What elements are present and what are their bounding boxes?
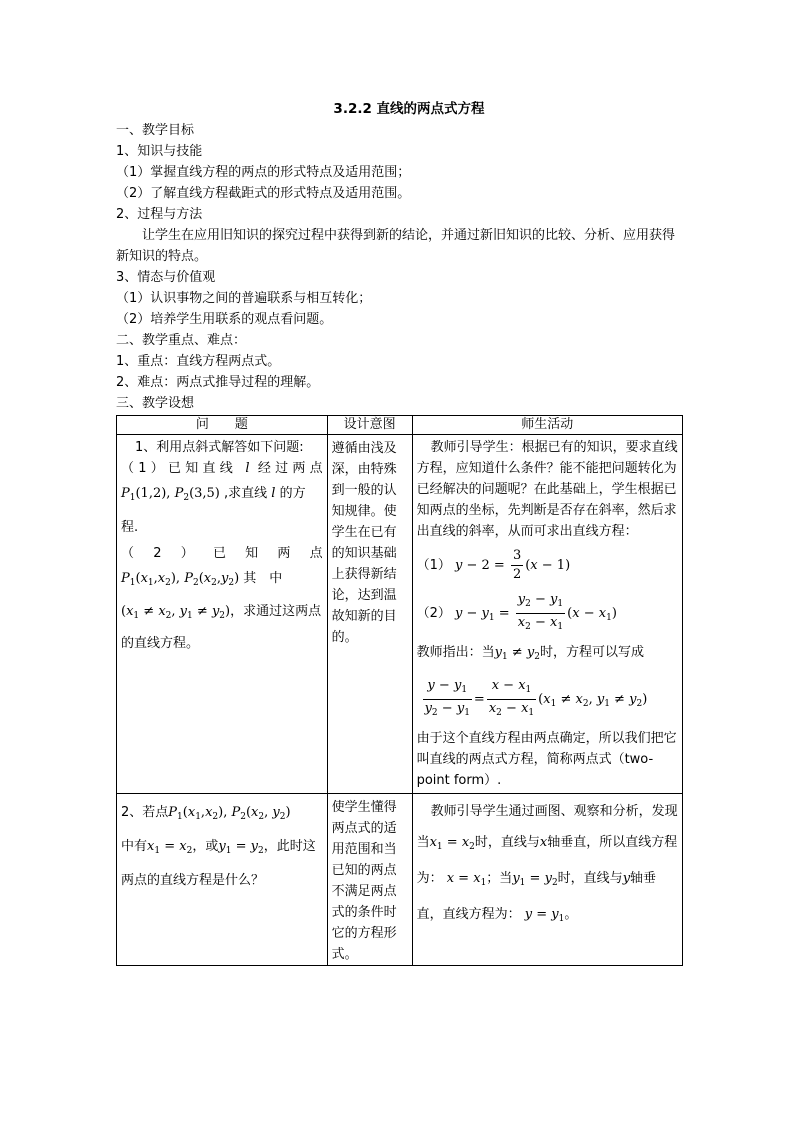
problem2-condition: 中有$x_1 = x_2$，或$y_1 = y_2$，此时这两点的直线方程是什么？ xyxy=(121,839,316,888)
keypoint-item: 1、重点：直线方程两点式。 xyxy=(116,354,281,369)
values-item: （1）认识事物之间的普遍联系与相互转化； xyxy=(116,291,372,306)
equation-2: （2） $y - y_1$ = $\frac{y_2 - y_1}{x_2 - x_1}$ $(x - x_1)$ xyxy=(416,592,617,632)
problem-cell-2 xyxy=(117,794,328,966)
table-row xyxy=(117,435,683,794)
problem2-points: 2、若点$P_1(x_1,x_2)$, $P_2(x_2$, $y_2$) xyxy=(121,805,291,822)
process-paragraph: 让学生在应用旧知识的探究过程中获得到新的结论，并通过新旧知识的比较、分析、应用获得新知识的特点。 xyxy=(116,228,676,264)
problem-part1-points: $P_1(1,2)$, $P_2(3,5)$ ,求直线 l 的方程. xyxy=(121,486,306,535)
teacher-point: 教师指出：当$y_1 \ne y_2$时，方程可以写成 xyxy=(416,645,644,662)
column-header-problem: 问 题 xyxy=(117,416,328,435)
heading-keypoints: 二、教学重点、难点： xyxy=(116,333,247,348)
column-header-activity: 师生活动 xyxy=(412,416,682,435)
design-intent-cell-2: 使学生懂得两点式的适用范围和当已知的两点不满足两点式的条件时它的方程形式。 xyxy=(327,794,412,966)
objective-item: （1）掌握直线方程的两点的形式特点及适用范围； xyxy=(116,165,411,180)
difficulty-item: 2、难点：两点式推导过程的理解。 xyxy=(116,375,320,390)
heading-objectives: 一、教学目标 xyxy=(116,123,195,138)
design-intent-cell-1: 遵循由浅及深，由特殊到一般的认知规律。使学生在已有的知识基础上获得新结论，达到温故知新的目的。 xyxy=(327,435,412,794)
values-item: （2）培养学生用联系的观点看问题。 xyxy=(116,312,333,327)
equation-1: （1） y − 2 = $\frac{3}{2}$ (x − 1) xyxy=(416,548,571,582)
activity-cell-1 xyxy=(412,435,682,794)
subheading-process: 2、过程与方法 xyxy=(116,207,203,222)
table-header-row xyxy=(117,416,683,435)
document-title: 3.2.2 直线的两点式方程 xyxy=(333,101,485,117)
activity-conclusion: 由于这个直线方程由两点确定，所以我们把它叫直线的两点式方程，简称两点式（two-point form）. xyxy=(416,731,677,788)
problem-part2-words: （2）已知两点 xyxy=(121,546,323,561)
teaching-design-table xyxy=(116,415,683,966)
activity-cell-2: 教师引导学生通过画图、观察和分析，发现当$x_1 = x_2$时，直线与x轴垂直，所以直线方程为： $x = x_1$；当$y_1 = y_2$时，直线与y轴垂直，直线方程为： $y = y_1$。 xyxy=(412,794,682,966)
problem-cell-1 xyxy=(117,435,328,794)
table-row xyxy=(117,794,683,966)
problem-part2-condition: ($x_1 \ne x_2$, $y_1 \ne y_2$)，求通过这两点的直线方程。 xyxy=(121,604,322,651)
heading-design: 三、教学设想 xyxy=(116,396,195,411)
objective-item: （2）了解直线方程截距式的形式特点及适用范围。 xyxy=(116,186,411,201)
problem-intro: 1、利用点斜式解答如下问题: xyxy=(135,440,304,455)
subheading-knowledge: 1、知识与技能 xyxy=(116,144,203,159)
document-page xyxy=(116,98,682,966)
activity-intro: 教师引导学生：根据已有的知识，要求直线方程，应知道什么条件？能不能把问题转化为已经解决的问题呢？在此基础上，学生根据已知两点的坐标，先判断是否存在斜率，然后求出直线的斜率，从而可求出直线方程： xyxy=(416,440,678,539)
problem-part2-points: $P_1(x_1,x_2)$, $P_2(x_2,y_2)$ 其 中 xyxy=(121,571,283,588)
two-point-form-equation: $\frac{y - y_1}{y_2 - y_1}$ = $\frac{x - x_1}{x_2 - x_1}$ ($x_1 \ne x_2$, $y_1 \ne y_2$) xyxy=(424,678,648,718)
column-header-intent: 设计意图 xyxy=(327,416,412,435)
problem-part1: （1）已知直线 l 经过两点 xyxy=(121,461,323,476)
subheading-values: 3、情态与价值观 xyxy=(116,270,216,285)
